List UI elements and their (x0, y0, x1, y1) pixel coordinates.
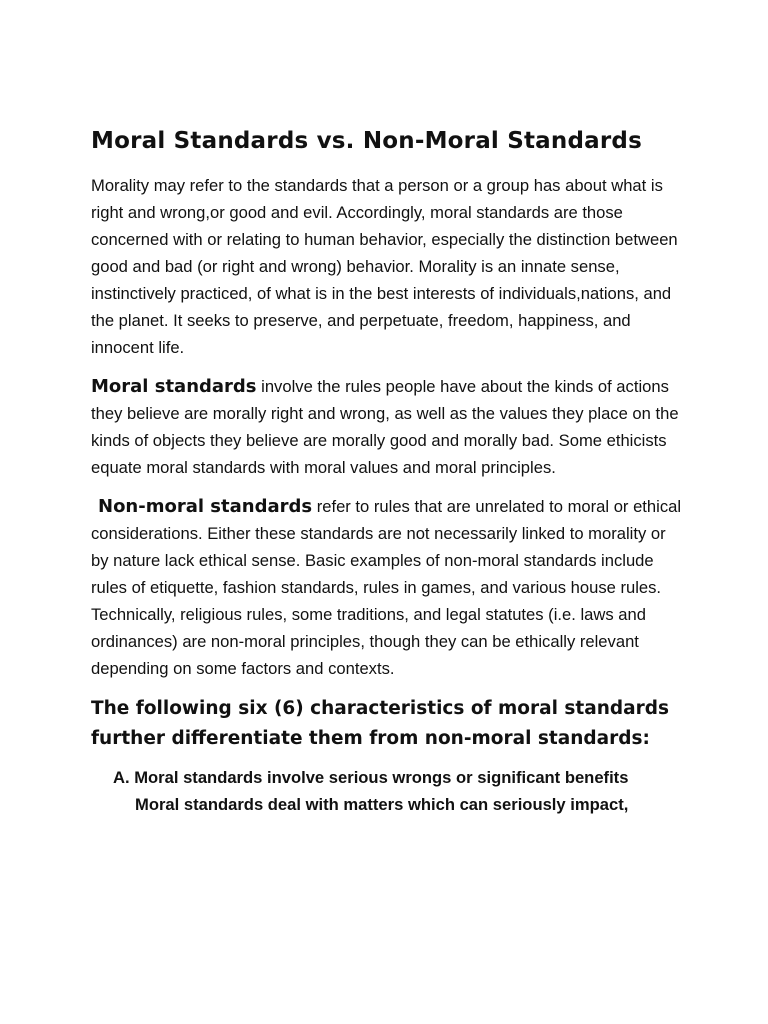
intro-paragraph: Morality may refer to the standards that a person or a group has about what is right and wrong,or good and evil. Accordingly, moral standards are those concerned with or relating to human behavior, especially the distinction between good and bad (or right and wrong) behavior. Morality is an innate sense, instinctively practiced, of what is in the best interests of individuals,nations, and the planet. It seeks to preserve, and perpetuate, freedom, happiness, and innocent life. (91, 176, 678, 357)
moral-standards-text: involve the rules people have about the kinds of actions they believe are morally right and wrong, as well as the values they place on the kinds of objects they believe are morally good and morally bad. Some ethicists equate moral standards with moral values and moral principles. (91, 377, 679, 477)
list-item (113, 764, 691, 818)
non-moral-standards-paragraph (91, 493, 687, 682)
document-title: Moral Standards vs. Non-Moral Standards (91, 128, 642, 154)
list-item-body: Moral standards deal with matters which can seriously impact, (135, 795, 629, 814)
characteristics-heading: The following six (6) characteristics of moral standards further differentiate them from non-moral standards: (91, 698, 670, 749)
moral-standards-paragraph (91, 373, 687, 481)
non-moral-standards-text: refer to rules that are unrelated to moral or ethical considerations. Either these standards are not necessarily linked to morality or by nature lack ethical sense. Basic examples of non-moral standards include rules of etiquette, fashion standards, rules in games, and various house rules. Technically, religious rules, some traditions, and legal statutes (i.e. laws and ordinances) are non-moral principles, though they can be ethically relevant depending on some factors and contexts. (91, 497, 682, 678)
document-page (91, 124, 691, 818)
characteristics-list (91, 764, 691, 818)
moral-standards-term: Moral standards (91, 376, 257, 397)
non-moral-standards-term: Non-moral standards (98, 496, 313, 517)
list-item-title: A. Moral standards involve serious wrongs or significant benefits (113, 768, 629, 787)
